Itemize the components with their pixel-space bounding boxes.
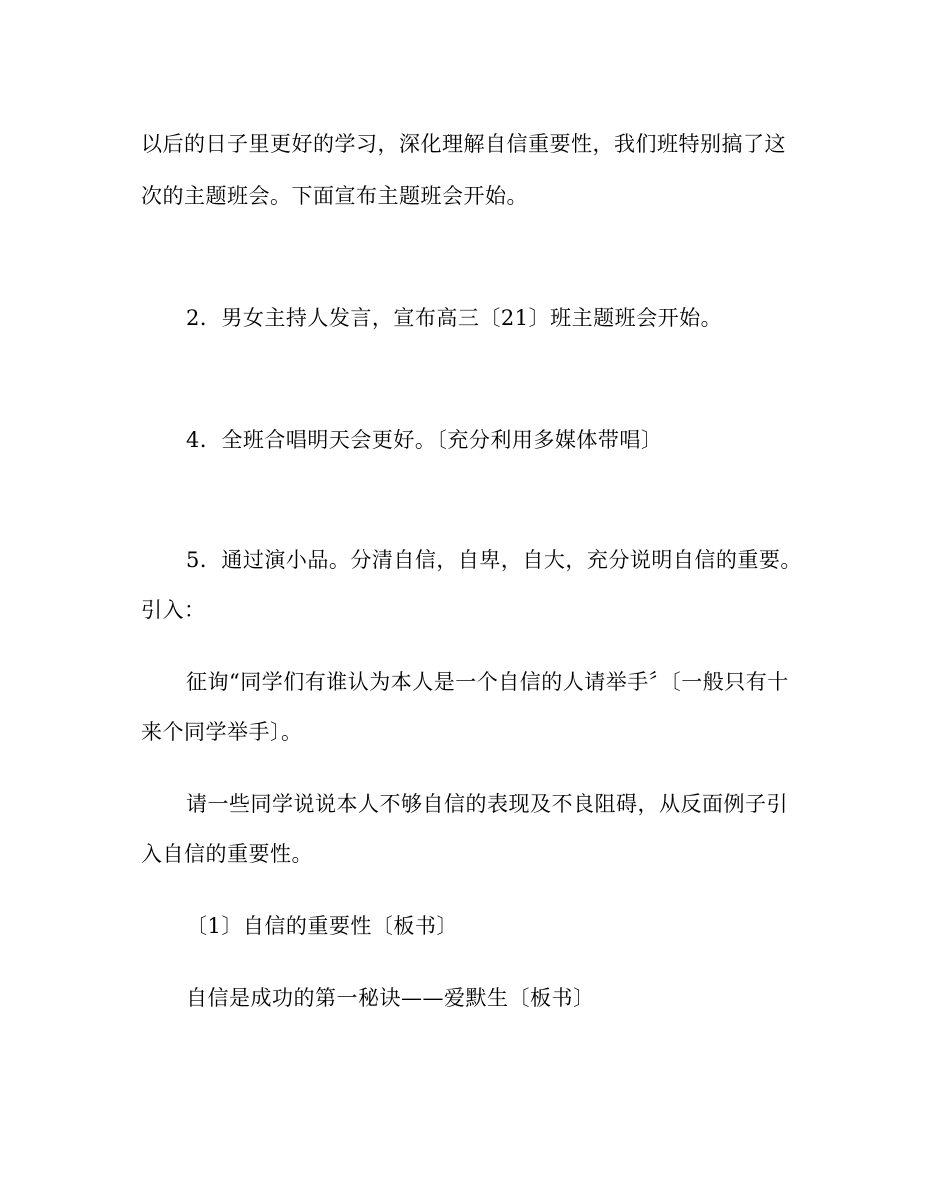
section-heading: 〔1〕自信的重要性〔板书〕 xyxy=(186,914,458,938)
paragraph-line: 请一些同学说说本人不够自信的表现及不良阻碍，从反面例子引 xyxy=(186,792,788,816)
quote-line: 自信是成功的第一秘诀——爱默生〔板书〕 xyxy=(186,986,595,1010)
list-item-4: 4．全班合唱明天会更好。〔充分利用多媒体带唱〕 xyxy=(186,428,663,452)
paragraph-line: 征询“同学们有谁认为本人是一个自信的人请举手〞〔一般只有十 xyxy=(186,670,789,694)
list-item-5: 5．通过演小品。分清自信，自卑，自大，充分说明自信的重要。 xyxy=(186,548,802,572)
paragraph-line: 引入： xyxy=(141,598,206,622)
paragraph-line: 入自信的重要性。 xyxy=(141,842,313,866)
paragraph-line: 次的主题班会。下面宣布主题班会开始。 xyxy=(141,184,528,208)
paragraph-line: 来个同学举手〕。 xyxy=(141,720,303,744)
paragraph-line: 以后的日子里更好的学习，深化理解自信重要性，我们班特别搞了这 xyxy=(141,132,786,156)
list-item-2: 2．男女主持人发言，宣布高三〔21〕班主题班会开始。 xyxy=(186,306,723,330)
